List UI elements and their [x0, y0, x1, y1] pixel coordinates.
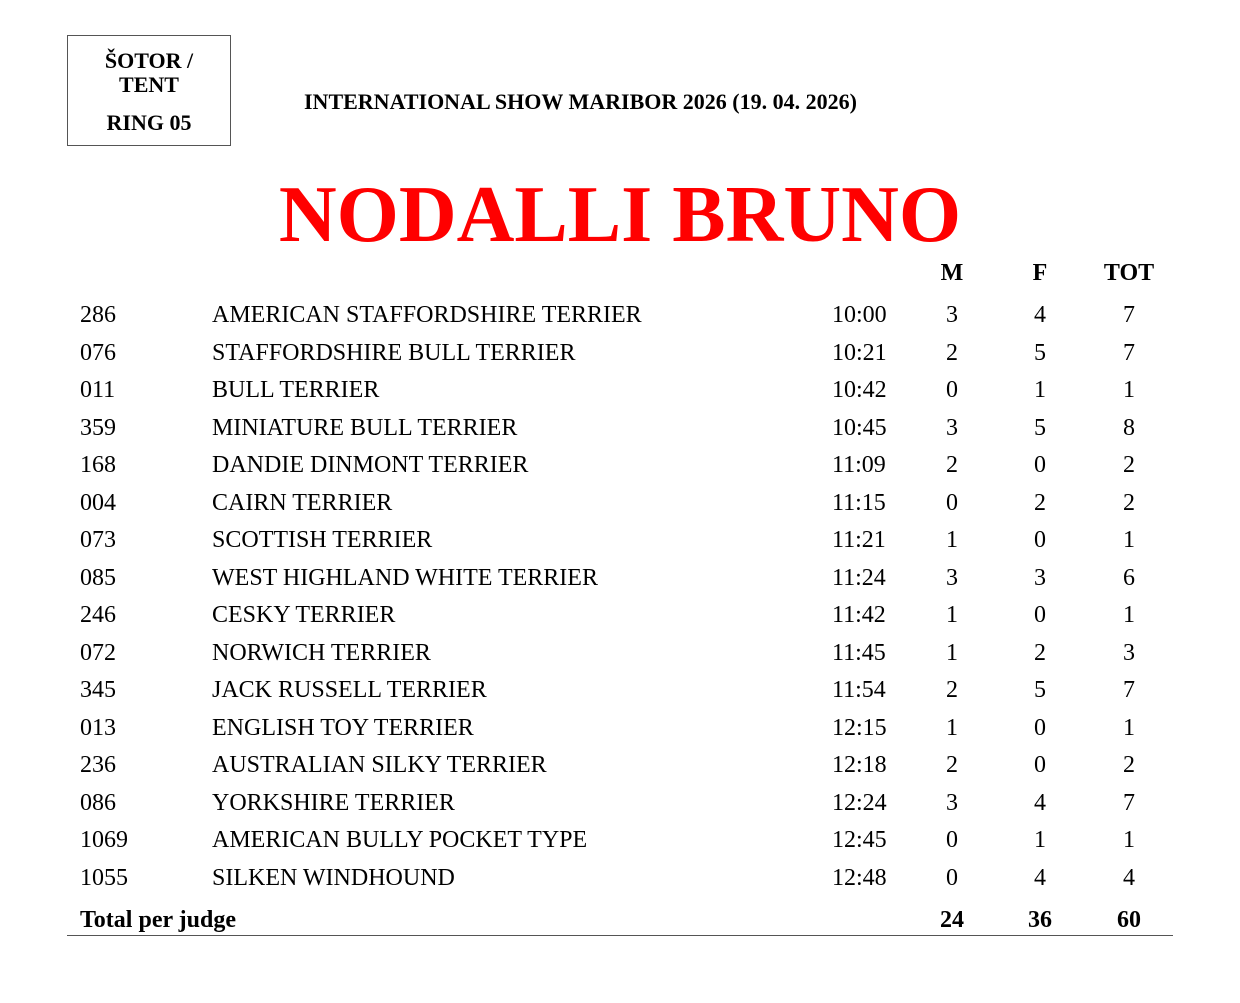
female-count: 4	[1034, 302, 1046, 328]
total-count: 7	[1123, 677, 1135, 703]
show-title: INTERNATIONAL SHOW MARIBOR 2026 (19. 04. 2026)	[304, 89, 857, 114]
judging-time: 12:48	[832, 865, 887, 891]
breed-name: YORKSHIRE TERRIER	[212, 790, 455, 816]
breed-number: 004	[80, 490, 116, 516]
ring-info-box	[67, 35, 231, 146]
male-count: 1	[946, 715, 958, 741]
breed-name: SILKEN WINDHOUND	[212, 865, 455, 891]
breed-name: MINIATURE BULL TERRIER	[212, 415, 518, 441]
total-count: 1	[1123, 377, 1135, 403]
judging-time: 11:54	[832, 677, 886, 703]
total-count: 7	[1123, 340, 1135, 366]
breed-number: 168	[80, 452, 116, 478]
breed-number: 072	[80, 640, 116, 666]
female-count: 0	[1034, 602, 1046, 628]
breed-name: CAIRN TERRIER	[212, 490, 393, 516]
female-count: 0	[1034, 527, 1046, 553]
breed-name: SCOTTISH TERRIER	[212, 527, 433, 553]
breed-number: 359	[80, 415, 116, 441]
total-m: 24	[940, 907, 964, 933]
male-count: 3	[946, 415, 958, 441]
breed-number: 286	[80, 302, 116, 328]
breed-name: DANDIE DINMONT TERRIER	[212, 452, 529, 478]
judging-time: 12:18	[832, 752, 887, 778]
judging-time: 12:15	[832, 715, 887, 741]
ring-box-line-2: TENT	[119, 72, 179, 97]
breed-number: 076	[80, 340, 116, 366]
female-count: 5	[1034, 677, 1046, 703]
total-count: 7	[1123, 302, 1135, 328]
male-count: 2	[946, 752, 958, 778]
total-tot: 60	[1117, 907, 1141, 933]
column-header-f: F	[1032, 260, 1048, 286]
judge-name: NODALLI BRUNO	[278, 171, 962, 259]
breed-name: CESKY TERRIER	[212, 602, 396, 628]
total-count: 8	[1123, 415, 1135, 441]
judging-time: 11:42	[832, 602, 886, 628]
judging-time: 12:45	[832, 827, 887, 853]
female-count: 5	[1034, 415, 1046, 441]
judging-time: 11:09	[832, 452, 886, 478]
total-count: 1	[1123, 715, 1135, 741]
ring-box-line-3: RING 05	[106, 110, 192, 135]
breed-number: 1069	[80, 827, 128, 853]
breed-number: 013	[80, 715, 116, 741]
total-count: 1	[1123, 602, 1135, 628]
breed-number: 1055	[80, 865, 128, 891]
total-count: 1	[1123, 527, 1135, 553]
column-header-m: M	[940, 260, 964, 286]
breed-number: 345	[80, 677, 116, 703]
total-count: 4	[1123, 865, 1135, 891]
female-count: 0	[1034, 752, 1046, 778]
judging-time: 10:45	[832, 415, 887, 441]
male-count: 3	[946, 790, 958, 816]
breed-name: STAFFORDSHIRE BULL TERRIER	[212, 340, 576, 366]
breed-name: AUSTRALIAN SILKY TERRIER	[212, 752, 547, 778]
judging-time: 10:21	[832, 340, 887, 366]
total-count: 2	[1123, 490, 1135, 516]
total-divider	[67, 935, 1173, 936]
total-f: 36	[1028, 907, 1052, 933]
ring-box-line-1: ŠOTOR /	[104, 48, 194, 73]
breed-name: BULL TERRIER	[212, 377, 380, 403]
male-count: 1	[946, 640, 958, 666]
male-count: 0	[946, 827, 958, 853]
male-count: 2	[946, 452, 958, 478]
female-count: 2	[1034, 640, 1046, 666]
male-count: 1	[946, 602, 958, 628]
breed-name: ENGLISH TOY TERRIER	[212, 715, 474, 741]
female-count: 1	[1034, 377, 1046, 403]
breed-name: NORWICH TERRIER	[212, 640, 431, 666]
judging-time: 11:45	[832, 640, 886, 666]
breed-number: 086	[80, 790, 116, 816]
breed-number: 073	[80, 527, 116, 553]
female-count: 1	[1034, 827, 1046, 853]
female-count: 4	[1034, 865, 1046, 891]
male-count: 2	[946, 677, 958, 703]
breed-name: JACK RUSSELL TERRIER	[212, 677, 487, 703]
female-count: 4	[1034, 790, 1046, 816]
breed-name: WEST HIGHLAND WHITE TERRIER	[212, 565, 598, 591]
male-count: 0	[946, 377, 958, 403]
female-count: 5	[1034, 340, 1046, 366]
total-count: 2	[1123, 752, 1135, 778]
total-count: 7	[1123, 790, 1135, 816]
female-count: 0	[1034, 452, 1046, 478]
column-header-tot: TOT	[1103, 260, 1155, 286]
total-label: Total per judge	[80, 907, 237, 933]
breed-name: AMERICAN STAFFORDSHIRE TERRIER	[212, 302, 642, 328]
breed-number: 085	[80, 565, 116, 591]
total-count: 6	[1123, 565, 1135, 591]
judging-time: 10:00	[832, 302, 887, 328]
breed-number: 246	[80, 602, 116, 628]
male-count: 0	[946, 490, 958, 516]
male-count: 1	[946, 527, 958, 553]
judging-time: 10:42	[832, 377, 887, 403]
female-count: 2	[1034, 490, 1046, 516]
judging-time: 11:21	[832, 527, 886, 553]
breed-number: 236	[80, 752, 116, 778]
female-count: 3	[1034, 565, 1046, 591]
judging-time: 12:24	[832, 790, 887, 816]
breed-number: 011	[80, 377, 116, 403]
male-count: 3	[946, 565, 958, 591]
total-count: 3	[1123, 640, 1135, 666]
female-count: 0	[1034, 715, 1046, 741]
male-count: 0	[946, 865, 958, 891]
total-count: 1	[1123, 827, 1135, 853]
male-count: 3	[946, 302, 958, 328]
breed-name: AMERICAN BULLY POCKET TYPE	[212, 827, 588, 853]
judging-time: 11:24	[832, 565, 886, 591]
judging-time: 11:15	[832, 490, 886, 516]
total-count: 2	[1123, 452, 1135, 478]
male-count: 2	[946, 340, 958, 366]
